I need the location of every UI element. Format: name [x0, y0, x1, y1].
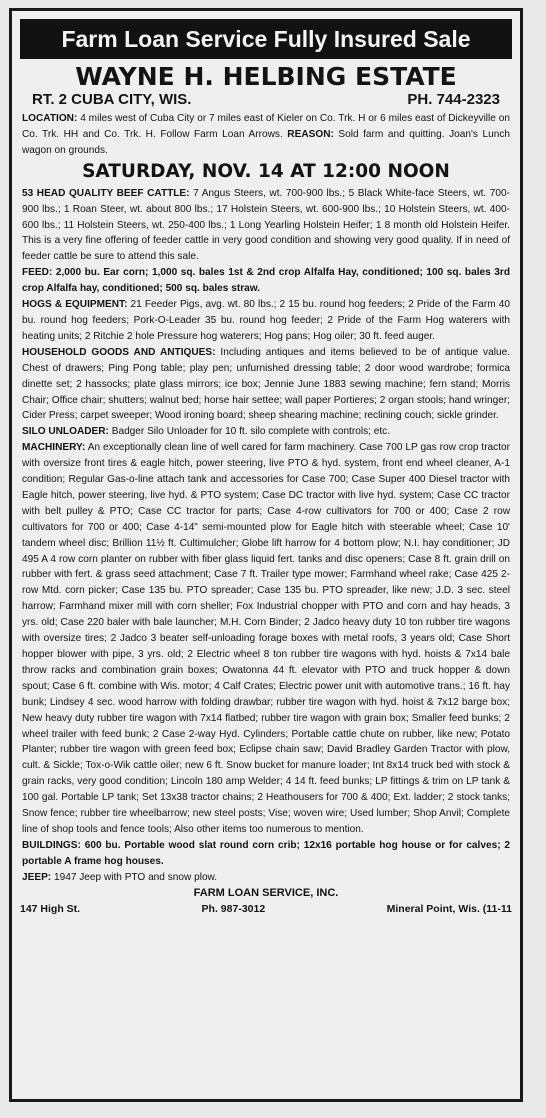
section-text: 1947 Jeep with PTO and snow plow.	[51, 871, 218, 883]
cattle-paragraph	[22, 186, 510, 266]
buildings-paragraph	[22, 838, 510, 870]
footer-phone: Ph. 987-3012	[201, 902, 266, 915]
section-label: HOGS & EQUIPMENT:	[22, 299, 128, 311]
hogs-paragraph	[22, 297, 510, 345]
section-text: 21 Feeder Pigs, avg. wt. 80 lbs.; 2 15 bu. round hog feeders; 2 Pride of the Farm 40 bu. round hog feeders; Pork-O-Leader 35 bu. round hog feeder; 2 Pride of the Farm Hog waterers with heating units; 2 Ritchie 2 hole Pressure hog waterers; Hog pans; Hog oiler; 30 ft. feed auger.	[22, 299, 510, 342]
section-text: An exceptionally clean line of well cared for farm machinery. Case 700 LP gas row crop tractor with oversize front tires & eagle hitch, power steering, live PTO & hyd. system, front end wheel cleaner, A-1 condition; Regular Gas-o-line attach tank and accessories for Case 700; Case Super 400 Diesel tractor with Eagle hitch, power steering, live hyd. & PTO system; Case DC tractor with live hyd. system; Case CC tractor with belt pulley & PTO; Case CC tractor for parts; Case 4-row cultivators for 700 or 400; Case 2 row cultivators for 700 or 400; Case 4-14" semi-mounted plow for Eagle hitch with steerable wheel; Case 10' tandem wheel disc; Brillion 11½ ft. Cultimulcher; Globe lift harrow for 4 bottom plow; N.I. hay conditioner; JD 495 A 4 row corn planter on rubber with fiber glass liquid fert. tanks and disc openers; Case 8 ft. grain drill on rubber with fert. & grass seed attachment; Case 7 ft. Trailer type mower; Farmhand wheel rake; Case 425 2-row Mtd. corn picker; Case 135 bu. PTO spreader; Case 135 bu. PTO spreader, like new; J.D. 3 sec. steel harrow; Farmhand mixer mill with corn sheller; Fox Industrial chopper with PTO and corn and hay heads, 3 yrs. old; Case 220 baler with bale launcher; M.H. Corn Binder; 2 Jadco heavy duty 10 ton rubber tire wagons with oversize tires; 2 Jadco 3 beater self-unloading forage boxes with metal roofs, 3 years old; Case Short hopper blower with pipe, 3 yrs. old; 2 Electric wheel 8 ton rubber tire wagons with hyd. hoists & 7x14 bale throw racks and combination grain boxes; Owatonna 44 ft. elevator with PTO and truck hopper & down spout; Case 6 ft. combine with Wis. motor; 4 Calf Crates; Electric power unit with automotive trans.; 16 ft. hay bunk; Lindsey 4 sec. wood harrow with folding drawbar; rubber tire wagon with hyd. hoist & 7x12 barge box; New heavy duty rubber tire wagon with 7x14 flatbed; rubber tire wagon with grain box; Smaller feed bunks; 2 wheel trailer with feed bunk; 2 Case 2-way Hyd. Cylinders; Portable cattle chute on rubber, like new; Potato Planter; rubber tire wagon with green feed box; Eclipse chain saw; David Bradley Garden Tractor with plow, cult. & Sickle; Tox-o-Wik cattle oiler; new 6 ft. Snow bucket for manure loader; Int 8x14 truck bed with stock & grain racks, very good condition; Lincoln 180 amp Welder; 4 14 ft. feed bunks; LP fittings & trim on LP tank & 100 gal. Portable LP tank; Set 13x38 tractor chains; 2 Heathousers for 700 & 400; Ext. ladder; 2 stock tanks; Snow fence; rubber tire wheelbarrow; new steel posts; Vise; woven wire; Used lumber; Shop Anvil; Complete line of shop tools and fence tools; Also other items too numerous to mention.	[22, 442, 510, 835]
footer-street: 147 High St.	[20, 902, 81, 915]
footer-city: Mineral Point, Wis. (11-11	[386, 902, 512, 915]
section-label: MACHINERY:	[22, 442, 86, 454]
location-paragraph	[22, 111, 510, 159]
machinery-paragraph	[22, 440, 510, 838]
section-text: Badger Silo Unloader for 10 ft. silo complete with controls; etc.	[108, 426, 390, 438]
location-text: 4 miles west of Cuba City or 7 miles east of Kieler on Co. Trk. H or 6 miles east of Dickeyville on Co. Trk. HH and Co. Trk. H. Follow Farm Loan Arrows.	[22, 113, 510, 140]
section-label: HOUSEHOLD GOODS AND ANTIQUES:	[22, 346, 216, 358]
address-line	[32, 91, 500, 109]
section-label: SILO UNLOADER:	[22, 426, 109, 438]
section-text: 2,000 bu. Ear corn; 1,000 sq. bales 1st & 2nd crop Alfalfa Hay, conditioned; 100 sq. bales 3rd crop Alfalfa hay, conditioned; 500 sq. bales straw.	[22, 267, 510, 295]
reason-label: REASON:	[287, 128, 334, 140]
section-label: FEED:	[22, 267, 53, 279]
jeep-paragraph	[22, 870, 510, 886]
section-label: 53 HEAD QUALITY BEEF CATTLE:	[22, 187, 190, 199]
reason-text: Sold farm and quitting. Joan's Lunch wagon on grounds.	[22, 128, 511, 156]
feed-paragraph	[22, 265, 510, 297]
section-text: 600 bu. Portable wood slat round corn crib; 12x16 portable hog house or for calves; 2 portable A frame hog houses.	[22, 839, 510, 867]
section-label: JEEP:	[22, 871, 52, 883]
location-label: LOCATION:	[22, 113, 78, 124]
section-text: Including antiques and items believed to be of antique value. Chest of drawers; Ping Pong table; play pen; unfurnished dressing table; 2 door wood wardrobe; formica dinette set; 2 hassocks; plate glass mirrors; ice box; Jennie June 1883 sewing machine; fern stand; Morris Chair; Office chair; shutters; walnut bed; horse hair settee; wall paper Portieres; 2 organ stools; hand wringer; Cider Press; carpet sweeper; Wood ironing board; sheep shearing machine; reclining couch; sickle grinder.	[22, 346, 510, 422]
estate-title: WAYNE H. HELBING ESTATE	[75, 62, 457, 91]
sponsor-name: FARM LOAN SERVICE, INC.	[193, 886, 339, 899]
silo-paragraph	[22, 424, 510, 440]
auction-ad	[9, 8, 523, 1102]
ad-footer	[20, 902, 512, 916]
address: RT. 2 CUBA CITY, WIS.	[32, 91, 192, 108]
sale-date: SATURDAY, NOV. 14 AT 12:00 NOON	[82, 160, 450, 182]
section-label: BUILDINGS:	[22, 839, 81, 851]
phone: PH. 744-2323	[407, 91, 500, 108]
household-paragraph	[22, 345, 510, 425]
ad-body	[22, 111, 510, 886]
ad-banner: Farm Loan Service Fully Insured Sale	[20, 19, 512, 59]
section-text: 7 Angus Steers, wt. 700-900 lbs.; 5 Black White-face Steers, wt. 700-900 lbs.; 1 Roan Steer, wt. about 800 lbs.; 17 Holstein Steers, wt. 600-900 lbs.; 10 Holstein Steers, wt. 400-600 lbs.; 11 Holstein Steers, wt. 250-400 lbs.; 1 Long Yearling Holstein Heifer; 1 8 month old Holstein Heifer. This is a very fine offering of feeder cattle in very good condition and showing very good quality. If in need of feeder cattle be sure to attend this sale.	[22, 187, 510, 263]
